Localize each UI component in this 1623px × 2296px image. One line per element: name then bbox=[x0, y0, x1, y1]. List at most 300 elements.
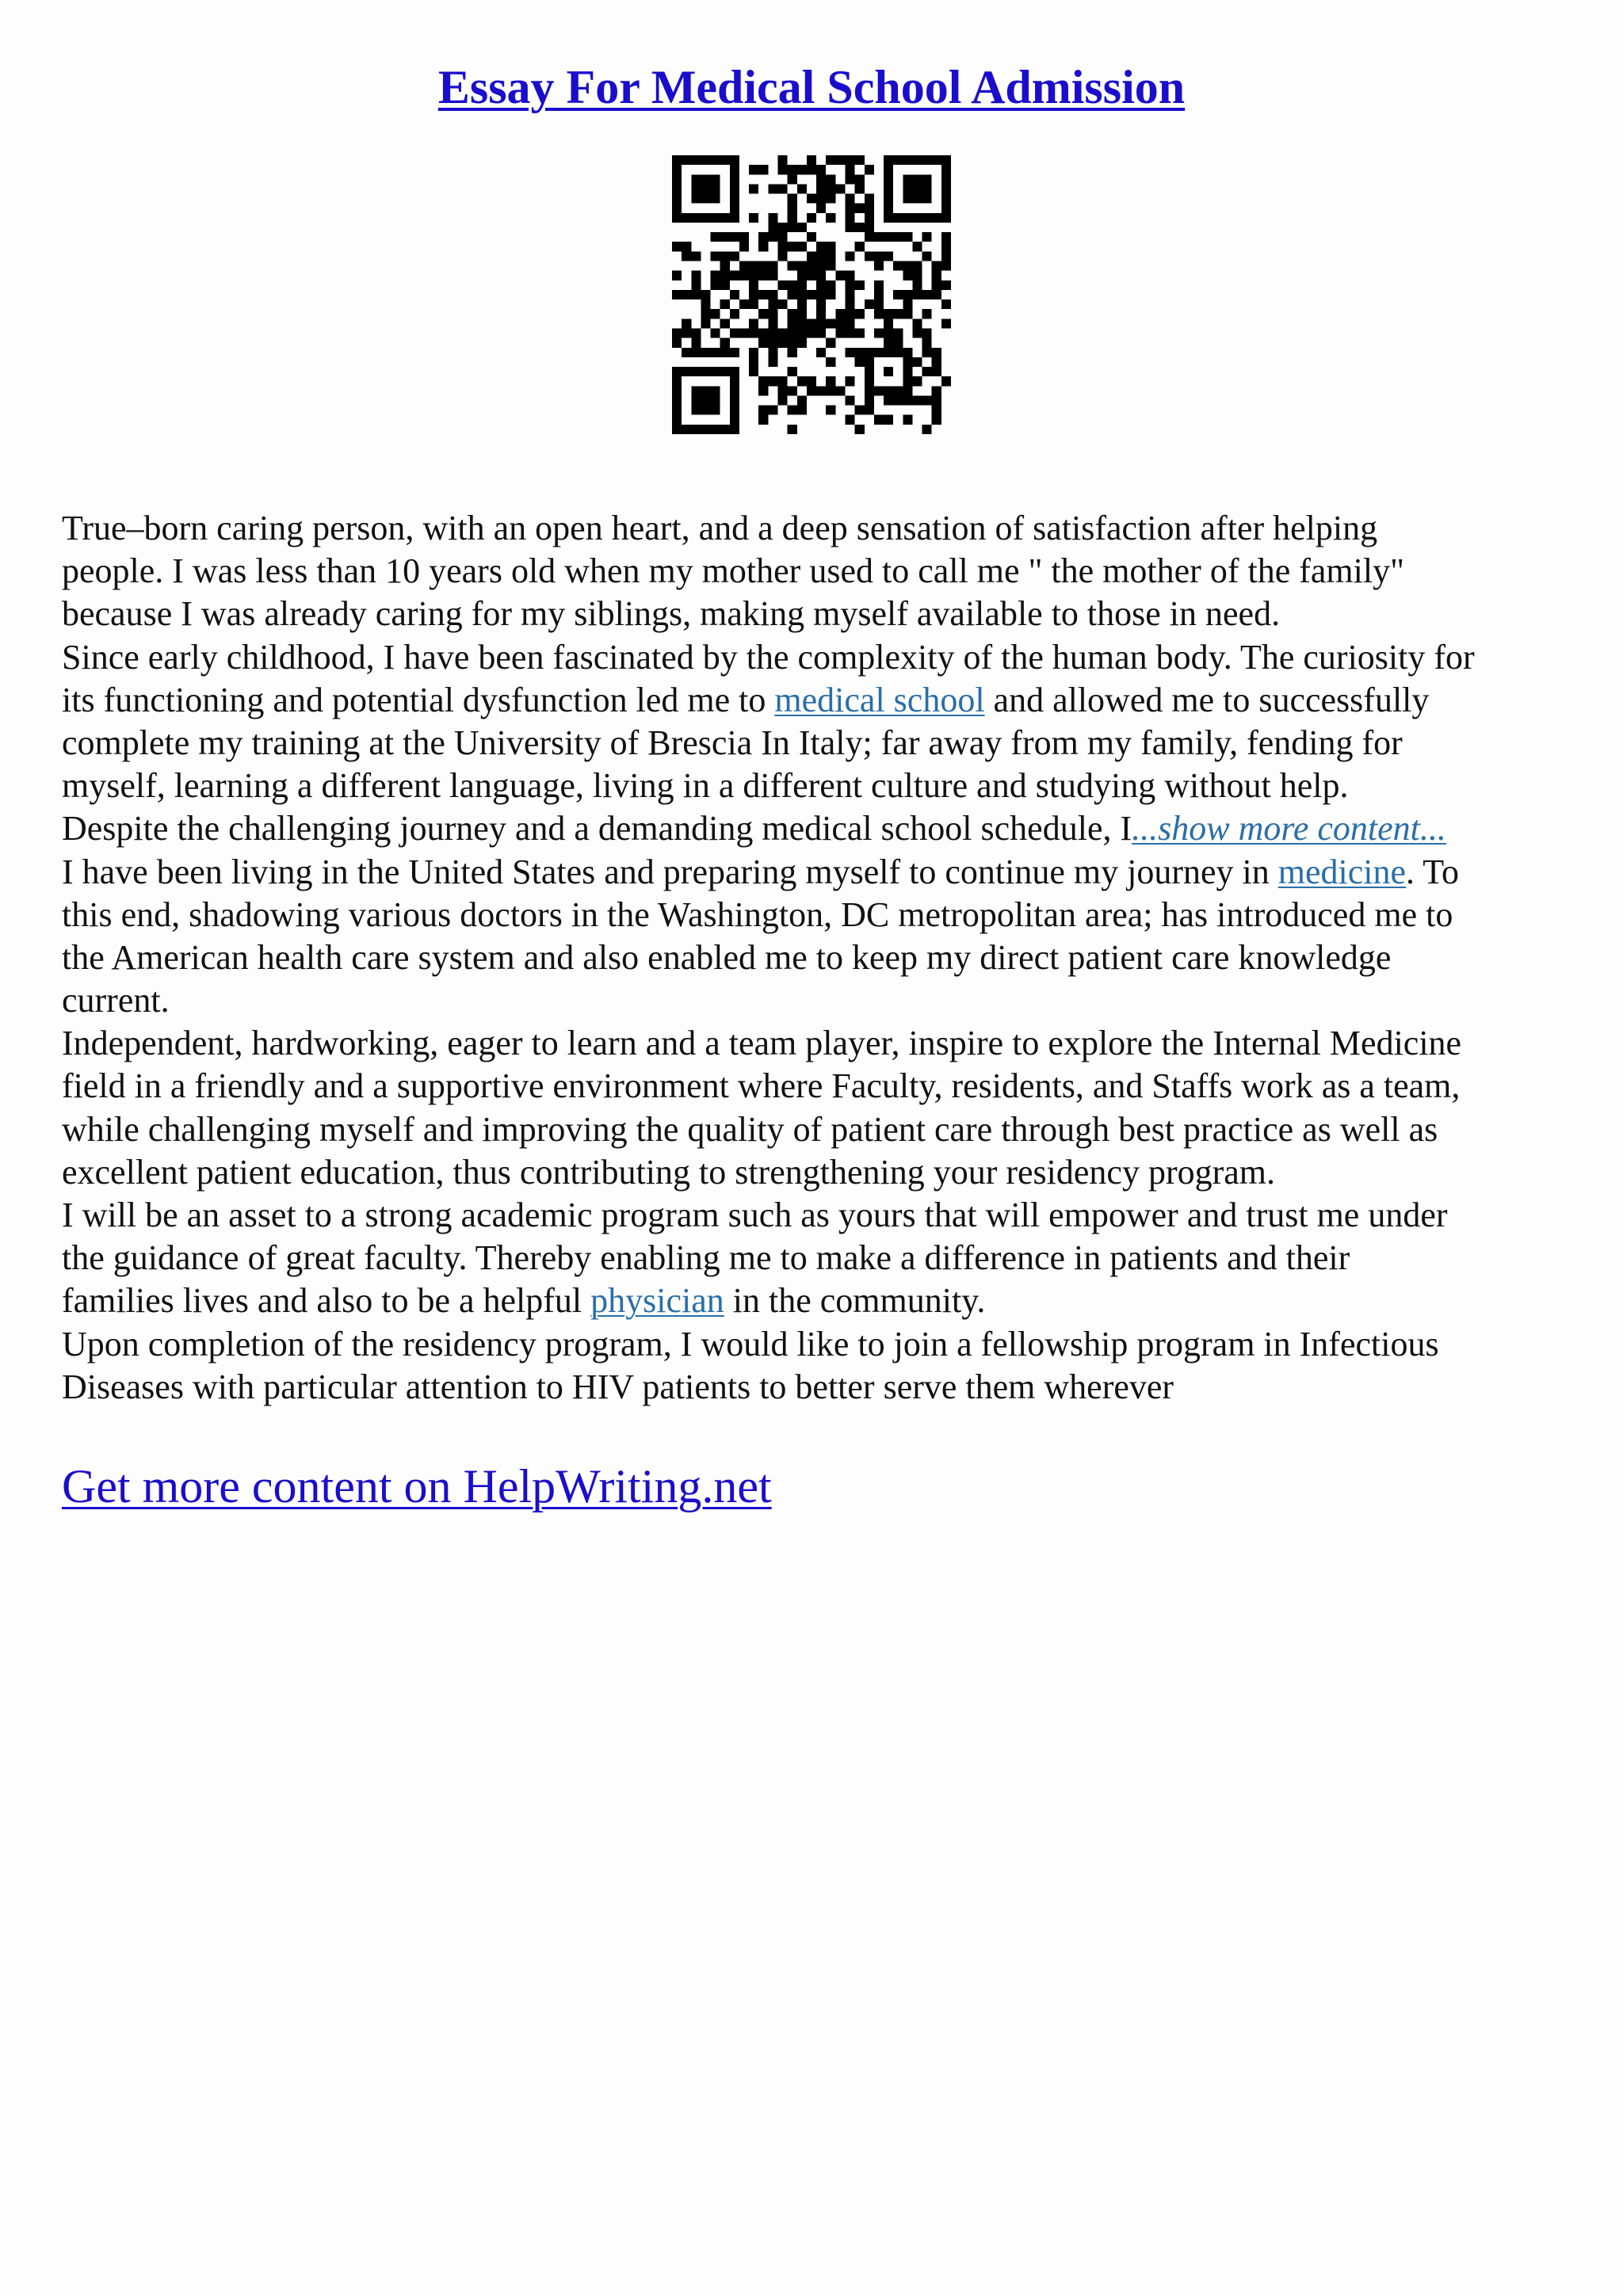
text-line bbox=[62, 851, 1568, 894]
qr-module bbox=[730, 232, 739, 242]
qr-module bbox=[865, 348, 874, 357]
qr-module bbox=[730, 376, 739, 386]
qr-module bbox=[730, 290, 739, 299]
qr-module bbox=[807, 318, 816, 328]
qr-module bbox=[941, 213, 951, 223]
qr-module bbox=[788, 194, 797, 204]
qr-module bbox=[884, 232, 893, 242]
qr-module bbox=[739, 271, 749, 280]
qr-module bbox=[855, 348, 865, 357]
qr-module bbox=[903, 309, 912, 318]
qr-module bbox=[922, 348, 932, 357]
qr-module bbox=[903, 155, 912, 165]
qr-module bbox=[865, 357, 874, 367]
qr-module bbox=[778, 328, 788, 338]
qr-module bbox=[672, 155, 682, 165]
qr-module bbox=[826, 174, 835, 184]
qr-module bbox=[788, 242, 797, 251]
qr-module bbox=[835, 184, 845, 193]
qr-module bbox=[874, 309, 884, 318]
qr-module bbox=[701, 299, 710, 309]
qr-module bbox=[865, 251, 874, 261]
text-line bbox=[62, 936, 1568, 979]
qr-module bbox=[893, 309, 903, 318]
qr-module bbox=[884, 386, 893, 395]
qr-module bbox=[788, 165, 797, 174]
qr-module bbox=[807, 213, 816, 223]
qr-module bbox=[903, 357, 912, 367]
qr-module bbox=[749, 165, 758, 174]
qr-module bbox=[855, 155, 865, 165]
qr-module bbox=[941, 261, 951, 271]
qr-module bbox=[932, 155, 941, 165]
qr-module bbox=[701, 425, 710, 434]
qr-module bbox=[797, 261, 807, 271]
qr-module bbox=[855, 425, 865, 434]
qr-module bbox=[711, 425, 720, 434]
qr-module bbox=[711, 271, 720, 280]
qr-module bbox=[682, 213, 691, 223]
qr-module bbox=[941, 280, 951, 290]
qr-module bbox=[749, 280, 758, 290]
qr-module bbox=[749, 318, 758, 328]
qr-module bbox=[807, 155, 816, 165]
qr-module bbox=[758, 242, 768, 251]
qr-module bbox=[912, 242, 922, 251]
qr-module bbox=[691, 386, 701, 395]
qr-module bbox=[691, 280, 701, 290]
qr-module bbox=[865, 376, 874, 386]
qr-module bbox=[816, 194, 826, 204]
qr-module bbox=[884, 309, 893, 318]
qr-module bbox=[797, 271, 807, 280]
qr-module bbox=[845, 290, 854, 299]
qr-module bbox=[758, 406, 768, 415]
qr-module bbox=[912, 155, 922, 165]
qr-module bbox=[768, 184, 777, 193]
qr-module bbox=[720, 425, 730, 434]
qr-module bbox=[912, 357, 922, 367]
qr-module bbox=[941, 204, 951, 213]
qr-module bbox=[711, 386, 720, 395]
qr-module bbox=[941, 155, 951, 165]
qr-module bbox=[720, 299, 730, 309]
qr-module bbox=[749, 348, 758, 357]
qr-module bbox=[932, 280, 941, 290]
qr-module bbox=[874, 386, 884, 395]
text-segment: and allowed me to successfully bbox=[984, 680, 1430, 719]
text-segment: this end, shadowing various doctors in the Washington, DC metropolitan area; has introduced me to bbox=[62, 894, 1453, 934]
qr-module bbox=[711, 232, 720, 242]
qr-module bbox=[797, 395, 807, 405]
inline-link-medicine[interactable]: medicine bbox=[1277, 852, 1407, 891]
qr-module bbox=[672, 386, 682, 395]
qr-module bbox=[874, 415, 884, 425]
text-line bbox=[62, 1237, 1568, 1280]
qr-module bbox=[778, 223, 788, 232]
qr-module bbox=[941, 194, 951, 204]
text-segment: the guidance of great faculty. Thereby enabling me to make a difference in patients and their bbox=[62, 1238, 1350, 1278]
qr-module bbox=[845, 376, 854, 386]
qr-module bbox=[711, 251, 720, 261]
qr-module bbox=[912, 184, 922, 193]
qr-module bbox=[884, 251, 893, 261]
qr-module bbox=[749, 290, 758, 299]
qr-module bbox=[922, 328, 932, 338]
qr-module bbox=[941, 299, 951, 309]
qr-module bbox=[893, 348, 903, 357]
qr-module bbox=[788, 261, 797, 271]
qr-module bbox=[768, 406, 777, 415]
text-segment: field in a friendly and a supportive environment where Faculty, residents, and Staffs work as a team, bbox=[62, 1066, 1461, 1106]
qr-module bbox=[711, 395, 720, 405]
qr-module bbox=[816, 328, 826, 338]
title-link[interactable]: Essay For Medical School Admission bbox=[437, 61, 1186, 113]
qr-module bbox=[701, 309, 710, 318]
qr-module bbox=[758, 376, 768, 386]
qr-module bbox=[701, 213, 710, 223]
qr-module bbox=[835, 271, 845, 280]
qr-module bbox=[807, 194, 816, 204]
qr-module bbox=[701, 406, 710, 415]
qr-module bbox=[720, 271, 730, 280]
qr-module bbox=[816, 318, 826, 328]
qr-module bbox=[912, 328, 922, 338]
qr-module bbox=[788, 309, 797, 318]
qr-module bbox=[903, 348, 912, 357]
qr-module bbox=[903, 386, 912, 395]
qr-module bbox=[884, 155, 893, 165]
qr-module bbox=[903, 184, 912, 193]
qr-module bbox=[845, 299, 854, 309]
qr-module bbox=[730, 251, 739, 261]
qr-module bbox=[778, 386, 788, 395]
text-segment: Independent, hardworking, eager to learn and a team player, inspire to explore the Internal Medicine bbox=[62, 1024, 1462, 1063]
qr-module bbox=[788, 425, 797, 434]
qr-module bbox=[941, 242, 951, 251]
qr-module bbox=[884, 174, 893, 184]
qr-module bbox=[749, 213, 758, 223]
qr-module bbox=[903, 213, 912, 223]
text-line bbox=[62, 1022, 1568, 1065]
qr-module bbox=[768, 290, 777, 299]
qr-module bbox=[884, 367, 893, 376]
qr-module bbox=[691, 271, 701, 280]
qr-module bbox=[701, 184, 710, 193]
qr-module bbox=[691, 338, 701, 348]
qr-module bbox=[941, 232, 951, 242]
text-line bbox=[62, 593, 1568, 635]
qr-module bbox=[768, 309, 777, 318]
qr-module bbox=[730, 406, 739, 415]
qr-module bbox=[701, 155, 710, 165]
text-line bbox=[62, 1194, 1568, 1237]
qr-module bbox=[903, 395, 912, 405]
qr-module bbox=[835, 155, 845, 165]
qr-module bbox=[778, 155, 788, 165]
qr-module bbox=[874, 280, 884, 290]
text-segment: because I was already caring for my siblings, making myself available to those in need. bbox=[62, 594, 1281, 634]
qr-module bbox=[845, 165, 854, 174]
qr-module bbox=[730, 348, 739, 357]
qr-module bbox=[855, 223, 865, 232]
qr-module bbox=[691, 251, 701, 261]
qr-module bbox=[903, 194, 912, 204]
qr-module bbox=[788, 406, 797, 415]
qr-module bbox=[874, 251, 884, 261]
qr-module bbox=[788, 223, 797, 232]
qr-module bbox=[826, 155, 835, 165]
qr-module bbox=[711, 155, 720, 165]
qr-module bbox=[884, 328, 893, 338]
qr-module bbox=[912, 395, 922, 405]
qr-module bbox=[672, 290, 682, 299]
qr-module bbox=[912, 261, 922, 271]
qr-module bbox=[845, 204, 854, 213]
qr-module bbox=[826, 261, 835, 271]
qr-module bbox=[893, 328, 903, 338]
qr-module bbox=[865, 165, 874, 174]
qr-module bbox=[845, 155, 854, 165]
text-line bbox=[62, 979, 1568, 1022]
qr-module bbox=[845, 348, 854, 357]
qr-module bbox=[932, 406, 941, 415]
qr-module bbox=[797, 280, 807, 290]
qr-module bbox=[720, 318, 730, 328]
qr-module bbox=[912, 271, 922, 280]
text-segment: I have been living in the United States and preparing myself to continue my journey in bbox=[62, 852, 1278, 891]
inline-link-medical-school[interactable]: medical school bbox=[774, 680, 985, 719]
qr-module bbox=[711, 280, 720, 290]
qr-module bbox=[884, 213, 893, 223]
qr-module bbox=[816, 309, 826, 318]
text-segment: myself, learning a different language, living in a different culture and studying without help. bbox=[62, 766, 1349, 806]
qr-module bbox=[788, 348, 797, 357]
qr-module bbox=[691, 184, 701, 193]
qr-module bbox=[816, 242, 826, 251]
qr-module bbox=[778, 299, 788, 309]
qr-module bbox=[932, 348, 941, 357]
text-line bbox=[62, 636, 1568, 679]
qr-module bbox=[903, 271, 912, 280]
qr-module bbox=[682, 155, 691, 165]
qr-module bbox=[884, 165, 893, 174]
qr-module bbox=[903, 174, 912, 184]
qr-module bbox=[807, 165, 816, 174]
qr-module bbox=[922, 425, 932, 434]
qr-module bbox=[816, 386, 826, 395]
qr-module bbox=[778, 251, 788, 261]
qr-module bbox=[893, 290, 903, 299]
qr-module bbox=[932, 357, 941, 367]
show-more-content-link[interactable]: ...show more content... bbox=[1132, 809, 1446, 849]
get-more-content-link[interactable]: Get more content on HelpWriting.net bbox=[62, 1460, 772, 1512]
qr-module bbox=[826, 386, 835, 395]
qr-module bbox=[874, 299, 884, 309]
qr-module bbox=[720, 280, 730, 290]
qr-module bbox=[826, 338, 835, 348]
text-line bbox=[62, 679, 1568, 722]
qr-module bbox=[768, 299, 777, 309]
qr-module bbox=[758, 271, 768, 280]
qr-module bbox=[711, 328, 720, 338]
qr-module bbox=[903, 232, 912, 242]
qr-module bbox=[932, 395, 941, 405]
qr-module bbox=[932, 213, 941, 223]
qr-module bbox=[672, 328, 682, 338]
qr-module bbox=[720, 261, 730, 271]
qr-module bbox=[788, 318, 797, 328]
qr-module bbox=[778, 165, 788, 174]
qr-module bbox=[922, 338, 932, 348]
qr-module bbox=[682, 242, 691, 251]
qr-module bbox=[845, 174, 854, 184]
qr-module bbox=[672, 338, 682, 348]
qr-module bbox=[691, 406, 701, 415]
qr-module bbox=[691, 290, 701, 299]
qr-module bbox=[711, 309, 720, 318]
qr-module bbox=[797, 223, 807, 232]
qr-module bbox=[865, 395, 874, 405]
qr-module bbox=[826, 357, 835, 367]
qr-module bbox=[691, 213, 701, 223]
qr-module bbox=[816, 184, 826, 193]
qr-module bbox=[682, 367, 691, 376]
qr-module bbox=[865, 194, 874, 204]
qr-module bbox=[672, 415, 682, 425]
qr-module bbox=[720, 367, 730, 376]
text-segment: True–born caring person, with an open heart, and a deep sensation of satisfaction after helping bbox=[62, 509, 1378, 547]
qr-module bbox=[691, 328, 701, 338]
qr-module bbox=[826, 242, 835, 251]
qr-module bbox=[855, 328, 865, 338]
qr-module bbox=[865, 406, 874, 415]
qr-module bbox=[845, 415, 854, 425]
qr-module bbox=[826, 290, 835, 299]
qr-module bbox=[758, 309, 768, 318]
qr-module bbox=[816, 204, 826, 213]
inline-link-physician[interactable]: physician bbox=[590, 1281, 724, 1321]
qr-module bbox=[701, 386, 710, 395]
qr-module bbox=[720, 232, 730, 242]
qr-module bbox=[845, 251, 854, 261]
qr-module bbox=[932, 386, 941, 395]
qr-module bbox=[797, 376, 807, 386]
qr-module bbox=[922, 213, 932, 223]
qr-module bbox=[845, 328, 854, 338]
qr-module bbox=[691, 395, 701, 405]
qr-module bbox=[682, 318, 691, 328]
qr-module bbox=[816, 251, 826, 261]
qr-module bbox=[797, 290, 807, 299]
qr-module bbox=[893, 155, 903, 165]
qr-module bbox=[893, 395, 903, 405]
qr-module bbox=[826, 280, 835, 290]
qr-module bbox=[778, 395, 788, 405]
qr-module bbox=[816, 174, 826, 184]
qr-module bbox=[749, 357, 758, 367]
qr-module bbox=[758, 290, 768, 299]
qr-module bbox=[682, 348, 691, 357]
qr-module bbox=[701, 318, 710, 328]
qr-module bbox=[912, 318, 922, 328]
qr-module bbox=[691, 367, 701, 376]
qr-module bbox=[701, 174, 710, 184]
qr-module bbox=[807, 376, 816, 386]
qr-module bbox=[730, 395, 739, 405]
qr-module bbox=[730, 328, 739, 338]
qr-module bbox=[807, 386, 816, 395]
qr-module bbox=[778, 338, 788, 348]
qr-module bbox=[778, 280, 788, 290]
qr-module bbox=[682, 328, 691, 338]
qr-module bbox=[739, 261, 749, 271]
qr-module bbox=[903, 415, 912, 425]
qr-module bbox=[691, 348, 701, 357]
qr-module bbox=[768, 376, 777, 386]
text-line bbox=[62, 1323, 1568, 1366]
qr-module bbox=[884, 338, 893, 348]
qr-module bbox=[797, 242, 807, 251]
qr-module bbox=[922, 174, 932, 184]
text-segment: . To bbox=[1406, 852, 1460, 891]
qr-module bbox=[941, 251, 951, 261]
qr-module bbox=[807, 261, 816, 271]
qr-module bbox=[758, 232, 768, 242]
qr-module bbox=[720, 338, 730, 348]
qr-module bbox=[874, 261, 884, 271]
qr-module bbox=[682, 425, 691, 434]
qr-module bbox=[672, 242, 682, 251]
qr-module bbox=[768, 338, 777, 348]
qr-module bbox=[912, 194, 922, 204]
qr-module bbox=[797, 299, 807, 309]
qr-module bbox=[797, 318, 807, 328]
qr-module bbox=[720, 348, 730, 357]
text-segment: complete my training at the University of Brescia In Italy; far away from my family, fending for bbox=[62, 723, 1403, 762]
qr-module bbox=[874, 232, 884, 242]
qr-module bbox=[855, 309, 865, 318]
text-line bbox=[62, 507, 1568, 550]
qr-module bbox=[816, 348, 826, 357]
qr-module bbox=[768, 232, 777, 242]
text-segment: current. bbox=[62, 981, 170, 1020]
qr-module bbox=[855, 174, 865, 184]
qr-module bbox=[874, 328, 884, 338]
qr-module bbox=[720, 251, 730, 261]
qr-module bbox=[922, 232, 932, 242]
qr-module bbox=[672, 165, 682, 174]
qr-module bbox=[855, 406, 865, 415]
qr-module bbox=[788, 367, 797, 376]
qr-module bbox=[749, 299, 758, 309]
qr-module bbox=[749, 261, 758, 271]
qr-module bbox=[932, 415, 941, 425]
qr-module bbox=[884, 395, 893, 405]
qr-module bbox=[739, 242, 749, 251]
qr-module bbox=[711, 184, 720, 193]
text-segment: families lives and also to be a helpful bbox=[62, 1281, 591, 1321]
qr-module bbox=[845, 309, 854, 318]
text-segment: Diseases with particular attention to HIV patients to better serve them wherever bbox=[62, 1367, 1174, 1406]
text-line bbox=[62, 1280, 1568, 1322]
qr-module bbox=[865, 223, 874, 232]
qr-module bbox=[941, 165, 951, 174]
qr-module bbox=[855, 204, 865, 213]
qr-module bbox=[672, 425, 682, 434]
qr-module bbox=[826, 251, 835, 261]
qr-module bbox=[903, 290, 912, 299]
